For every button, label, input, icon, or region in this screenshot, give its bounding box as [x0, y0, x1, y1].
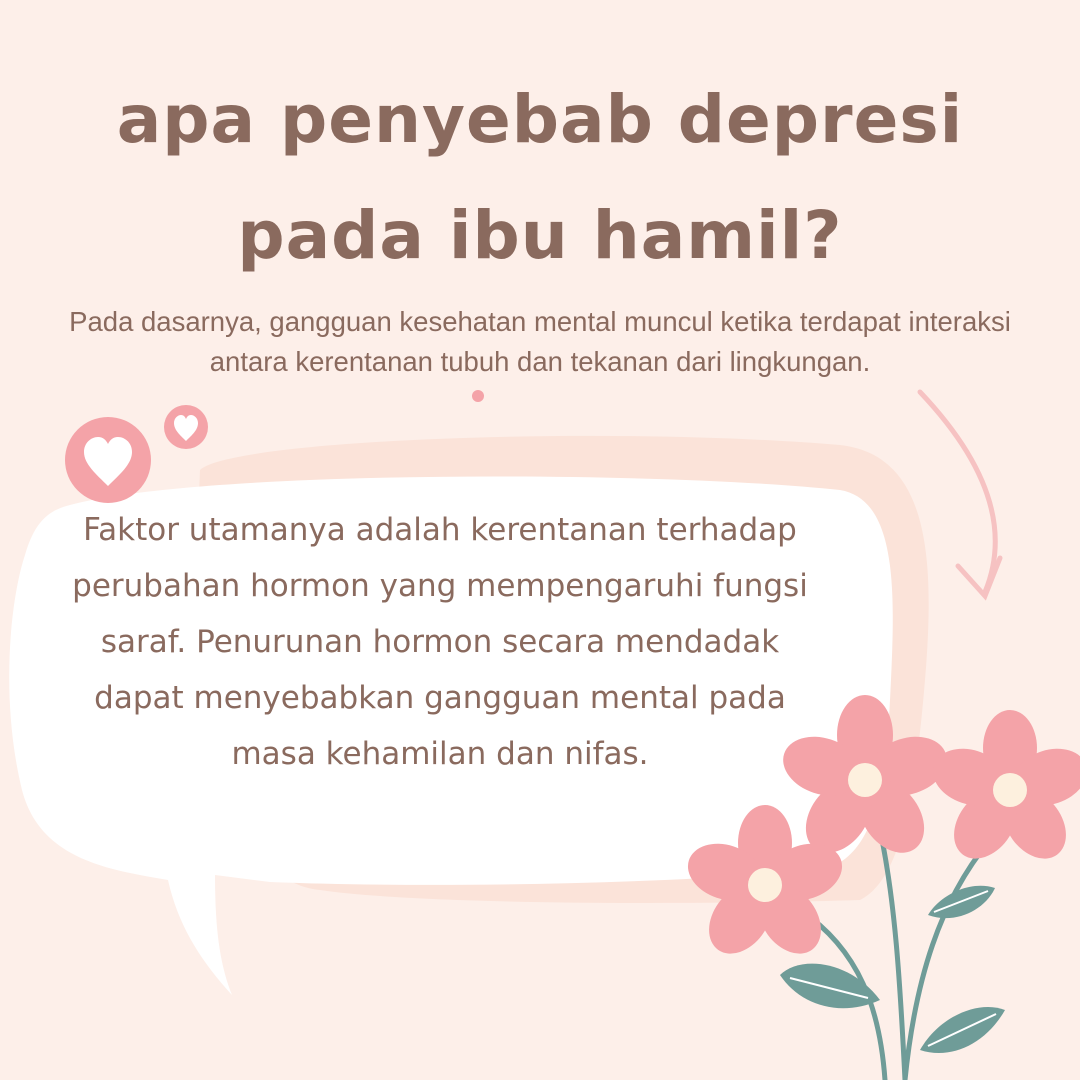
- small-dot: [472, 390, 484, 402]
- title-line-1: apa penyebab depresi: [116, 81, 964, 158]
- heart-icon: [164, 405, 208, 449]
- heart-icon: [65, 417, 151, 503]
- intro-paragraph: Pada dasarnya, gangguan kesehatan mental muncul ketika terdapat interaksi antara kerentanan tubuh dan tekanan dari lingkungan.: [69, 306, 1011, 377]
- arrow-icon: [920, 392, 1000, 596]
- leaf-icon: [928, 886, 995, 918]
- title-line-2: pada ibu hamil?: [237, 197, 843, 274]
- leaf-icon: [780, 964, 880, 1009]
- page-title: [0, 62, 1080, 294]
- flower-icon: [926, 710, 1080, 871]
- leaf-icon: [920, 1007, 1005, 1053]
- bubble-paragraph: Faktor utamanya adalah kerentanan terhadap perubahan hormon yang mempengaruhi fungsi saraf. Penurunan hormon secara mendadak dapat menyebabkan gangguan mental pada masa kehamilan dan nifas.: [72, 512, 808, 772]
